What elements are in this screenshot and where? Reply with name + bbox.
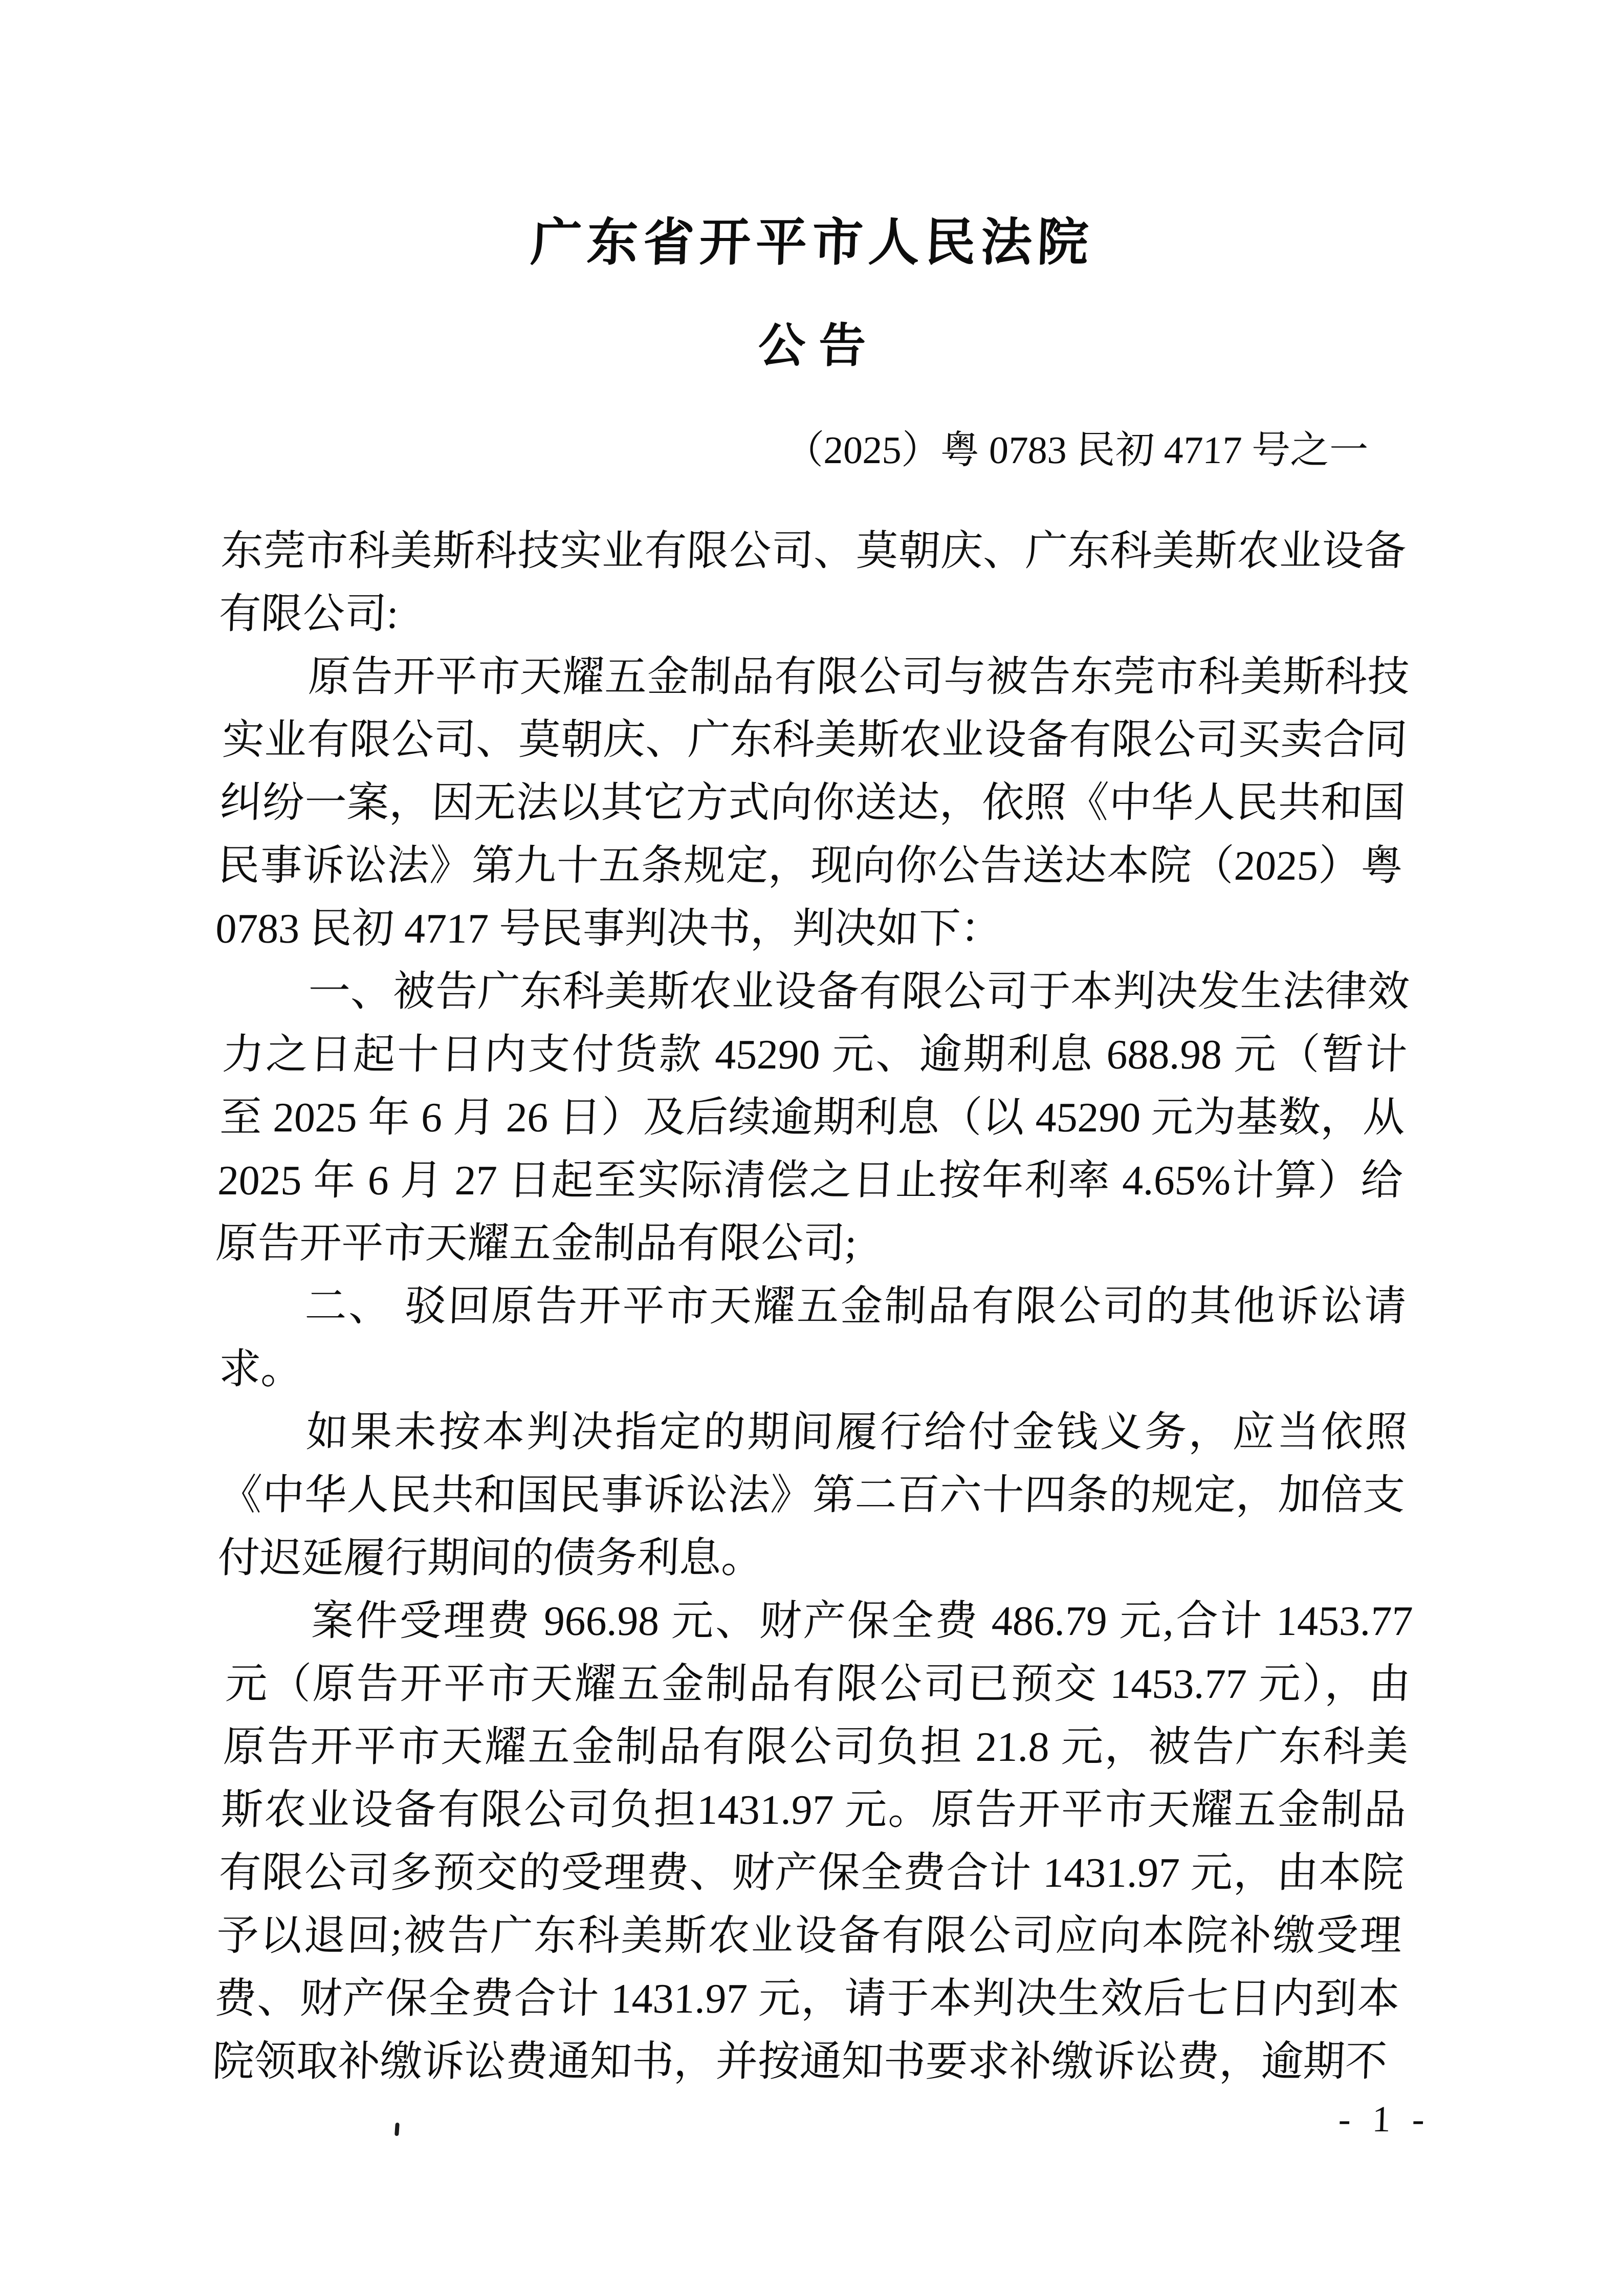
scan-artifact-dot — [394, 2123, 400, 2136]
paragraph-judgment-item-1: 一、被告广东科美斯农业设备有限公司于本判决发生法律效力之日起十日内支付货款 45290 元、逾期利息 688.98 元（暂计至 2025 年 6 月 26 日）及后续逾期利息（以 45290 元为基数，从 2025 年 6 月 27 日起至实际清偿之日止按年利率 4.65%计算）给原告开平市天耀五金制品有限公司; — [214, 968, 1411, 1267]
paragraph-late-performance-interest: 如果未按本判决指定的期间履行给付金钱义务，应当依照《中华人民共和国民事诉讼法》第二百六十四条的规定，加倍支付迟延履行期间的债务利息。 — [217, 1408, 1408, 1581]
announcement-title: 公告 — [757, 320, 880, 372]
announcement-body — [211, 519, 1414, 2093]
case-number: （2025）粤 0783 民初 4717 号之一 — [784, 429, 1369, 472]
paragraph-case-intro: 原告开平市天耀五金制品有限公司与被告东莞市科美斯科技实业有限公司、莫朝庆、广东科美斯农业设备有限公司买卖合同纠纷一案，因无法以其它方式向你送达，依照《中华人民共和国民事诉讼法》第九十五条规定，现向你公告送达本院（2025）粤 0783 民初 4717 号民事判决书，判决如下： — [214, 653, 1411, 952]
paragraph-court-fees: 案件受理费 966.98 元、财产保全费 486.79 元,合计 1453.77 元（原告开平市天耀五金制品有限公司已预交 1453.77 元），由原告开平市天耀五金制品有限公司负担 21.8 元，被告广东科美斯农业设备有限公司负担1431.97 元。原告开平市天耀五金制品有限公司多预交的受理费、财产保全费合计 1431.97 元，由本院予以退回;被告广东科美斯农业设备有限公司应向本院补缴受理费、财产保全费合计 1431.97 元，请于本判决生效后七日内到本院领取补缴诉讼费通知书，并按通知书要求补缴诉讼费，逾期不 — [211, 1597, 1414, 2085]
paragraph-judgment-item-2: 二、 驳回原告开平市天耀五金制品有限公司的其他诉讼请求。 — [218, 1282, 1407, 1392]
court-name-title: 广东省开平市人民法院 — [530, 214, 1094, 271]
page-number: - 1 - — [1337, 2099, 1432, 2140]
addressee-line: 东莞市科美斯科技实业有限公司、莫朝庆、广东科美斯农业设备有限公司: — [218, 527, 1407, 637]
